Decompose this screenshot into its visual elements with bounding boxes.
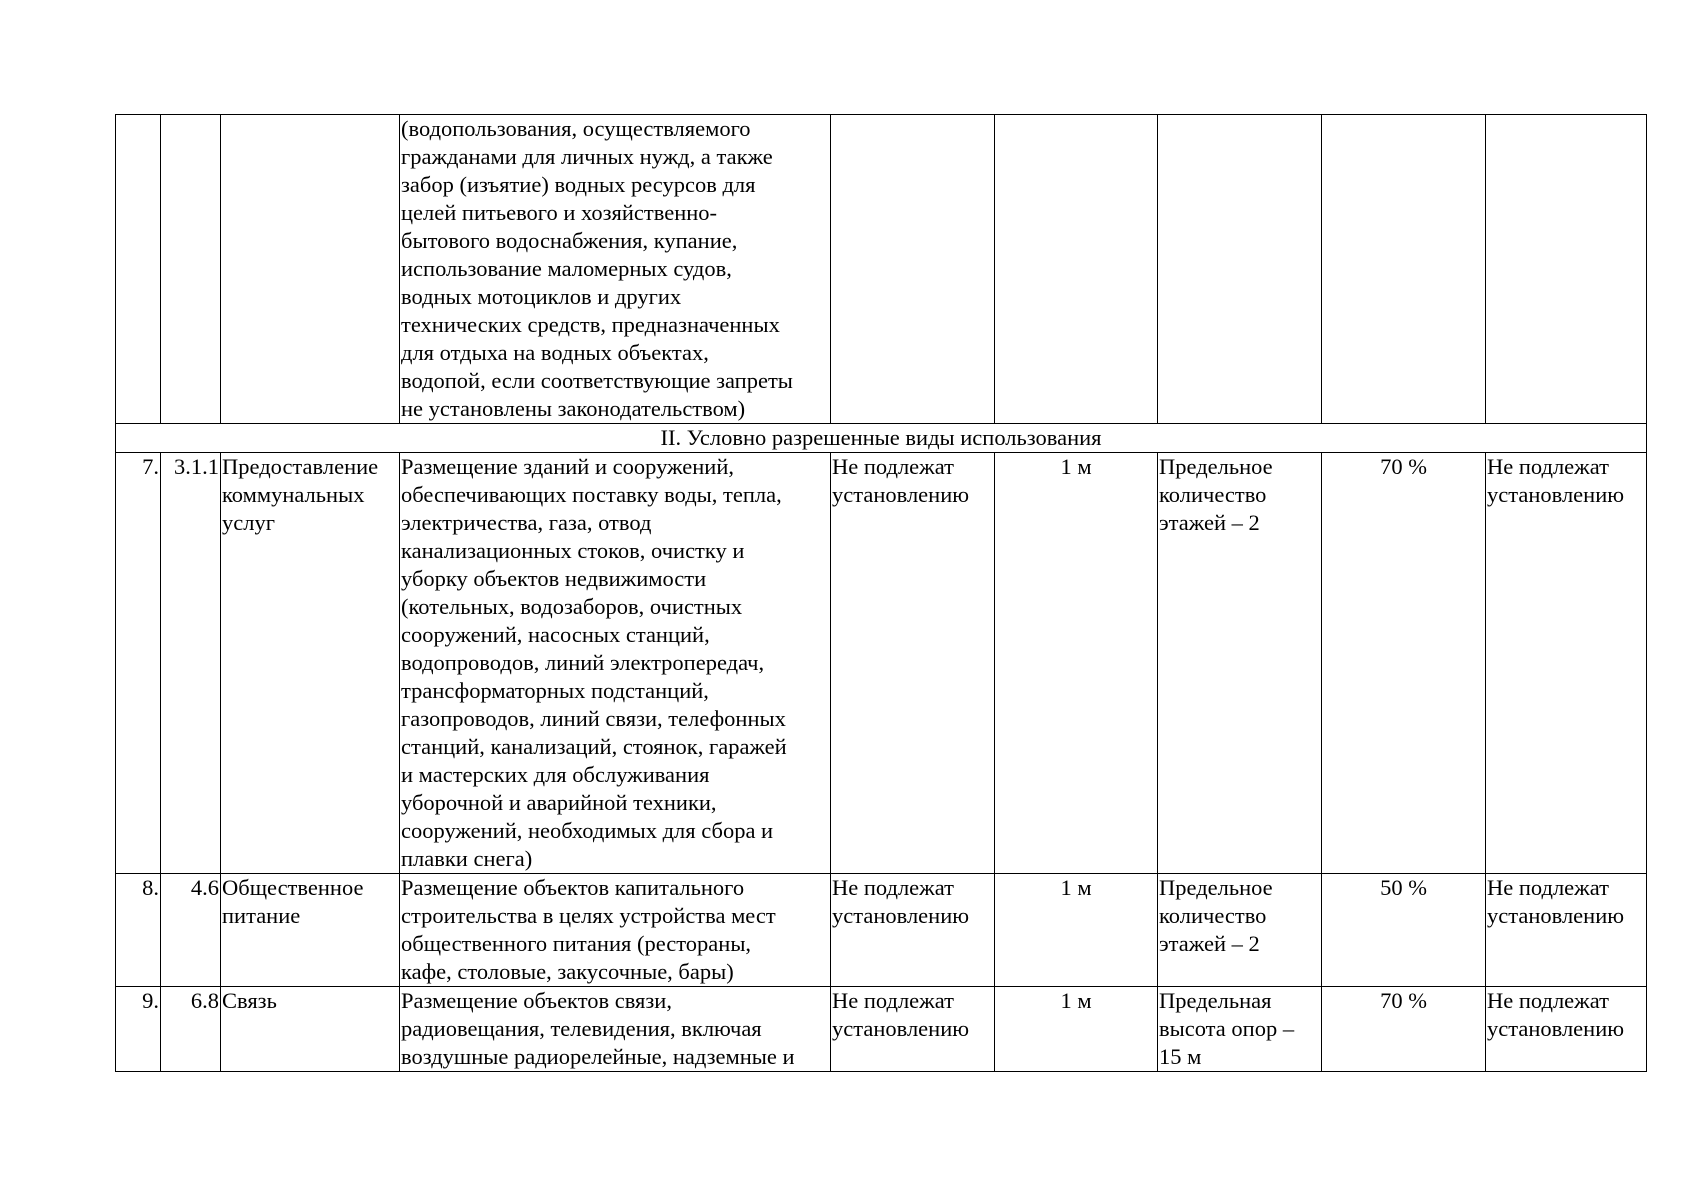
cell-floors: [1158, 115, 1322, 424]
cell-code: 3.1.1: [161, 453, 221, 874]
cell-area: [831, 115, 995, 424]
cell-setback: [995, 115, 1158, 424]
cell-coverage: 70 %: [1322, 987, 1486, 1072]
section-header-row: [116, 424, 1647, 453]
cell-num: 8.: [116, 874, 161, 987]
cell-description: Размещение объектов связи, радиовещания, телевидения, включая воздушные радиорелейные, надземные и: [400, 987, 831, 1072]
cell-floors: Предельное количество этажей – 2: [1158, 453, 1322, 874]
cell-coverage: 70 %: [1322, 453, 1486, 874]
table-row-continuation: [116, 115, 1647, 424]
cell-setback: 1 м: [995, 987, 1158, 1072]
cell-other: Не подлежат установлению: [1486, 453, 1647, 874]
cell-num: 9.: [116, 987, 161, 1072]
cell-area: Не подлежат установлению: [831, 453, 995, 874]
cell-coverage: [1322, 115, 1486, 424]
cell-setback: 1 м: [995, 874, 1158, 987]
cell-description: Размещение зданий и сооружений, обеспечивающих поставку воды, тепла, электричества, газа, отвод канализационных стоков, очистку и уборку объектов недвижимости (котельных, водозаборов, очистных сооружений, насосных станций, водопроводов, линий электропередач, трансформаторных подстанций, газопроводов, линий связи, телефонных станций, канализаций, стоянок, гаражей и мастерских для обслуживания уборочной и аварийной техники, сооружений, необходимых для сбора и плавки снега): [400, 453, 831, 874]
cell-name: Связь: [221, 987, 400, 1072]
cell-coverage: 50 %: [1322, 874, 1486, 987]
cell-area: Не подлежат установлению: [831, 874, 995, 987]
cell-num: 7.: [116, 453, 161, 874]
table-row: [116, 874, 1647, 987]
cell-other: [1486, 115, 1647, 424]
regulations-table: [115, 114, 1647, 1072]
cell-code: 4.6: [161, 874, 221, 987]
cell-other: Не подлежат установлению: [1486, 987, 1647, 1072]
cell-description: Размещение объектов капитального строительства в целях устройства мест общественного питания (рестораны, кафе, столовые, закусочные, бары): [400, 874, 831, 987]
cell-description: (водопользования, осуществляемого гражданами для личных нужд, а также забор (изъятие) водных ресурсов для целей питьевого и хозяйственно- бытового водоснабжения, купание, использование маломерных судов, водных мотоциклов и других технических средств, предназначенных для отдыха на водных объектах, водопой, если соответствующие запреты не установлены законодательством): [400, 115, 831, 424]
table-row: [116, 987, 1647, 1072]
cell-name: [221, 115, 400, 424]
table-row: [116, 453, 1647, 874]
cell-other: Не подлежат установлению: [1486, 874, 1647, 987]
cell-area: Не подлежат установлению: [831, 987, 995, 1072]
cell-floors: Предельное количество этажей – 2: [1158, 874, 1322, 987]
cell-name: Общественное питание: [221, 874, 400, 987]
cell-name: Предоставление коммунальных услуг: [221, 453, 400, 874]
cell-setback: 1 м: [995, 453, 1158, 874]
cell-num: [116, 115, 161, 424]
cell-floors: Предельная высота опор – 15 м: [1158, 987, 1322, 1072]
cell-code: [161, 115, 221, 424]
cell-code: 6.8: [161, 987, 221, 1072]
section-title: II. Условно разрешенные виды использования: [116, 424, 1647, 453]
